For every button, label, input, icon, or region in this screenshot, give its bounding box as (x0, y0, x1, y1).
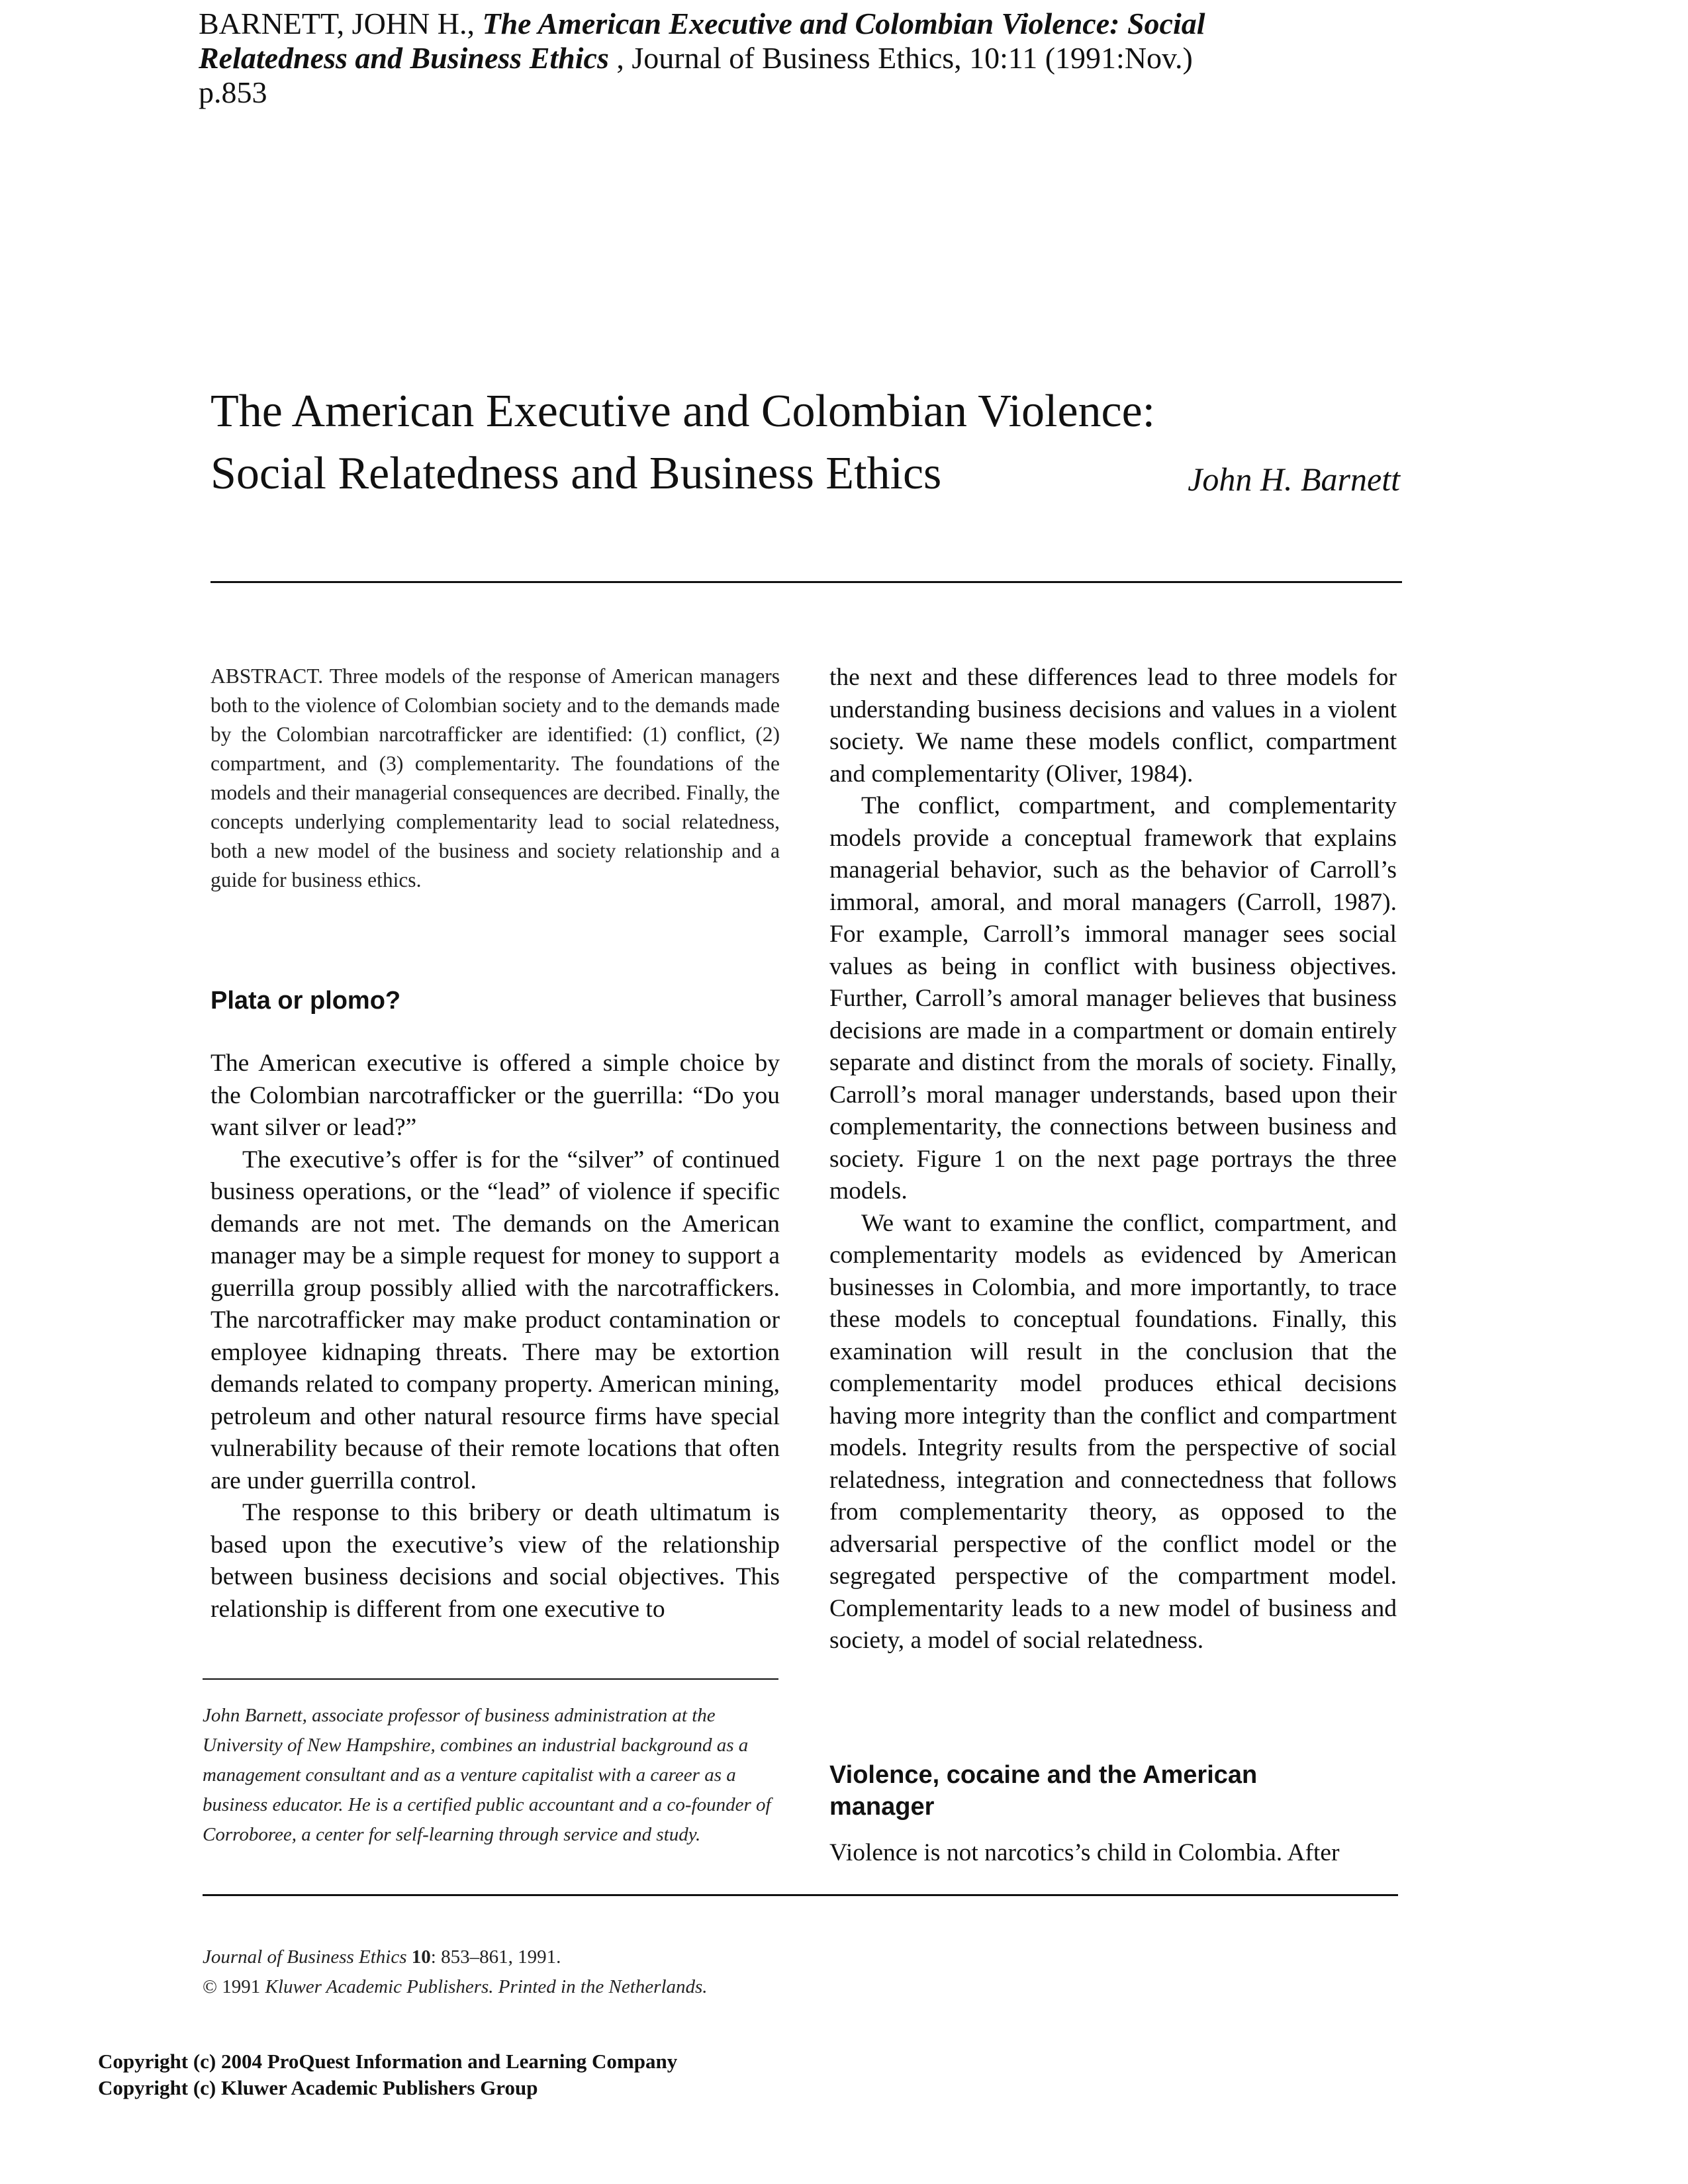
copyright-line-1: Copyright (c) 2004 ProQuest Information and Learning Company (98, 2050, 678, 2073)
right-column-last-line: Violence is not narcotics’s child in Colombia. After (829, 1839, 1340, 1866)
citation-author: BARNETT, JOHN H., (199, 7, 483, 40)
left-paragraph-3: The response to this bribery or death ultimatum is based upon the executive’s view of the relationship between business decisions and social objectives. This relationship is different from one executive to (211, 1499, 780, 1623)
article-title (211, 381, 1270, 505)
right-paragraph-3: We want to examine the conflict, compartment, and complementarity models as evidenced by American businesses in Colombia, and more importantly, to trace these models to conceptual foundations. Finally, this examination will result in the conclusion that the complementarity model produces ethical decisions having more integrity than the conflict and compartment models. Integrity results from the perspective of social relatedness, integration and connectedness that follows from complementarity theory, as opposed to the adversarial perspective of the conflict model or the segregated perspective of the compartment model. Complementarity leads to a new model of business and society, a model of social relatedness. (829, 1209, 1397, 1654)
journal-reference (203, 1942, 997, 1972)
publisher-name: Kluwer Academic Publishers. Printed in the Netherlands. (265, 1976, 708, 1997)
citation-line-2 (199, 41, 1523, 75)
abstract: ABSTRACT. Three models of the response of American managers both to the violence of Colombian society and to the demands made by the Colombian narcotrafficker are identified: (1) conflict, (2) compartment, and (3) complementarity. The foundations of the models and their managerial consequences are decribed. Finally, the concepts underlying complementarity lead to social relatedness, both a new model of the business and society relationship and a guide for business ethics. (211, 664, 780, 891)
title-divider (211, 581, 1402, 583)
journal-footer (203, 1942, 997, 2002)
article-title-line-1: The American Executive and Colombian Violence: (211, 386, 1156, 437)
page-bottom-divider (203, 1894, 1398, 1896)
citation-title-part-1: The American Executive and Colombian Violence: Social (482, 7, 1205, 40)
publisher-line (203, 1972, 997, 2002)
left-column-body (211, 1048, 780, 1625)
author-footnote: John Barnett, associate professor of business administration at the University of New Hampshire, combines an industrial background as a management consultant and as a venture capitalist with a career as a business educator. He is a certified public accountant and a co-founder of Corroboree, a center for self-learning through service and study. (203, 1705, 771, 1845)
citation-line-1 (199, 7, 1523, 41)
right-paragraph-2: The conflict, compartment, and complementarity models provide a conceptual framework that explains managerial behavior, such as the behavior of Carroll’s immoral, amoral, and moral managers (Carroll, 1987). For example, Carroll’s immoral manager sees social values as being in conflict with business objectives. Further, Carroll’s amoral manager believes that business decisions are made in a compartment or domain entirely separate and distinct from the morals of society. Finally, Carroll’s moral manager understands, based upon their complementarity, the connections between business and society. Figure 1 on the next page portrays the three models. (829, 792, 1397, 1205)
article-author: John H. Barnett (1188, 461, 1400, 498)
left-paragraph-1: The American executive is offered a simple choice by the Colombian narcotrafficker or the guerrilla: “Do you want silver or lead?” (211, 1050, 780, 1141)
section-heading-violence-cocaine: Violence, cocaine and the American manager (829, 1761, 1258, 1821)
citation-title-part-2: Relatedness and Business Ethics (199, 41, 609, 75)
citation-journal: , Journal of Business Ethics, 10:11 (1991:Nov.) (608, 41, 1193, 75)
citation-page: p.853 (199, 75, 267, 109)
journal-name: Journal of Business Ethics (203, 1946, 407, 1968)
journal-volume: 10 (406, 1946, 431, 1968)
copyright-line-2: Copyright (c) Kluwer Academic Publishers Group (98, 2076, 538, 2099)
copyright-symbol-year: © 1991 (203, 1976, 265, 1997)
copyright-block (98, 2048, 1091, 2101)
journal-pages: : 853–861, 1991. (430, 1946, 561, 1968)
right-column-body (829, 662, 1397, 1657)
left-paragraph-2: The executive’s offer is for the “silver” of continued business operations, or the “lead” of violence if specific demands are not met. The demands on the American manager may be a simple request for money to support a guerrilla group possibly allied with the narcotraffickers. The narcotrafficker may make product contamination or employee kidnaping threats. There may be extortion demands related to company property. American mining, petroleum and other natural resource firms have special vulnerability because of their remote locations that often are under guerrilla control. (211, 1146, 780, 1494)
article-title-line-2: Social Relatedness and Business Ethics (211, 448, 942, 499)
section-heading-plata-or-plomo: Plata or plomo? (211, 987, 401, 1015)
footnote-divider (203, 1678, 778, 1680)
citation-header (199, 7, 1523, 110)
right-paragraph-1: the next and these differences lead to three models for understanding business decisions and values in a violent society. We name these models conflict, compartment and complementarity (Oliver, 1984). (829, 664, 1397, 788)
